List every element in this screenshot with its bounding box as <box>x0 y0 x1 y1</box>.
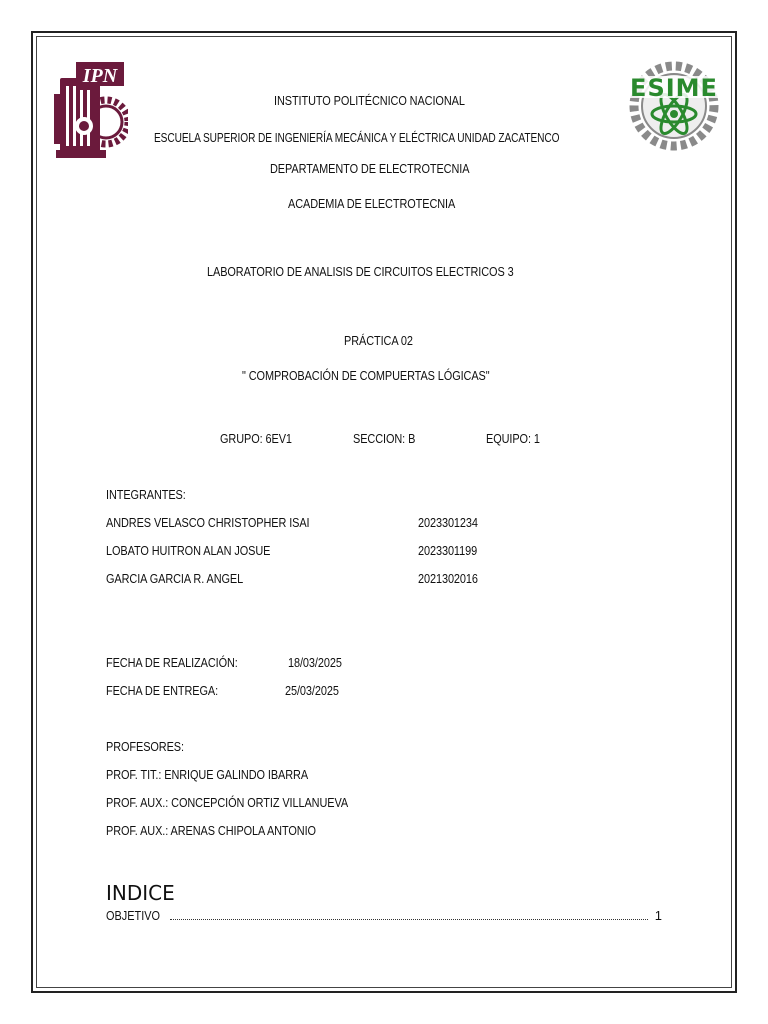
member-id: 2021302016 <box>418 571 478 586</box>
ipn-logo <box>52 60 128 162</box>
school-name: ESCUELA SUPERIOR DE INGENIERÍA MECÁNICA Y ELÉCTRICA UNIDAD ZACATENCO <box>154 130 560 145</box>
esime-logo <box>622 56 726 152</box>
team-label: EQUIPO: 1 <box>486 431 540 446</box>
member-id: 2023301234 <box>418 515 478 530</box>
page-inner-border <box>36 36 732 988</box>
practice-title: " COMPROBACIÓN DE COMPUERTAS LÓGICAS" <box>242 368 490 383</box>
member-id: 2023301199 <box>418 543 478 558</box>
toc-entry-label: OBJETIVO <box>106 908 161 923</box>
academy-name: ACADEMIA DE ELECTROTECNIA <box>288 196 456 211</box>
member-name: GARCIA GARCIA R. ANGEL <box>106 571 244 586</box>
department-name: DEPARTAMENTO DE ELECTROTECNIA <box>270 161 470 176</box>
delivery-date-value: 25/03/2025 <box>285 683 339 698</box>
toc-entry-page: 1 <box>654 908 662 923</box>
section-label: SECCION: B <box>353 431 416 446</box>
lab-title: LABORATORIO DE ANALISIS DE CIRCUITOS ELECTRICOS 3 <box>207 264 514 279</box>
ipn-logo-text: IPN <box>82 65 118 87</box>
toc-entry[interactable] <box>106 908 662 924</box>
index-title: INDICE <box>106 881 175 905</box>
practice-number: PRÁCTICA 02 <box>344 333 413 348</box>
group-label: GRUPO: 6EV1 <box>220 431 292 446</box>
professor-item: PROF. AUX.: ARENAS CHIPOLA ANTONIO <box>106 823 316 838</box>
esime-logo-text: ESIME <box>630 74 718 102</box>
institute-name: INSTITUTO POLITÉCNICO NACIONAL <box>274 93 465 108</box>
toc-leader-dots <box>170 919 648 920</box>
professor-item: PROF. AUX.: CONCEPCIÓN ORTIZ VILLANUEVA <box>106 795 349 810</box>
member-name: LOBATO HUITRON ALAN JOSUE <box>106 543 271 558</box>
realization-date-label: FECHA DE REALIZACIÓN: <box>106 655 238 670</box>
members-heading: INTEGRANTES: <box>106 487 186 502</box>
realization-date-value: 18/03/2025 <box>288 655 342 670</box>
delivery-date-label: FECHA DE ENTREGA: <box>106 683 219 698</box>
member-name: ANDRES VELASCO CHRISTOPHER ISAI <box>106 515 310 530</box>
professors-heading: PROFESORES: <box>106 739 184 754</box>
professor-item: PROF. TIT.: ENRIQUE GALINDO IBARRA <box>106 767 309 782</box>
